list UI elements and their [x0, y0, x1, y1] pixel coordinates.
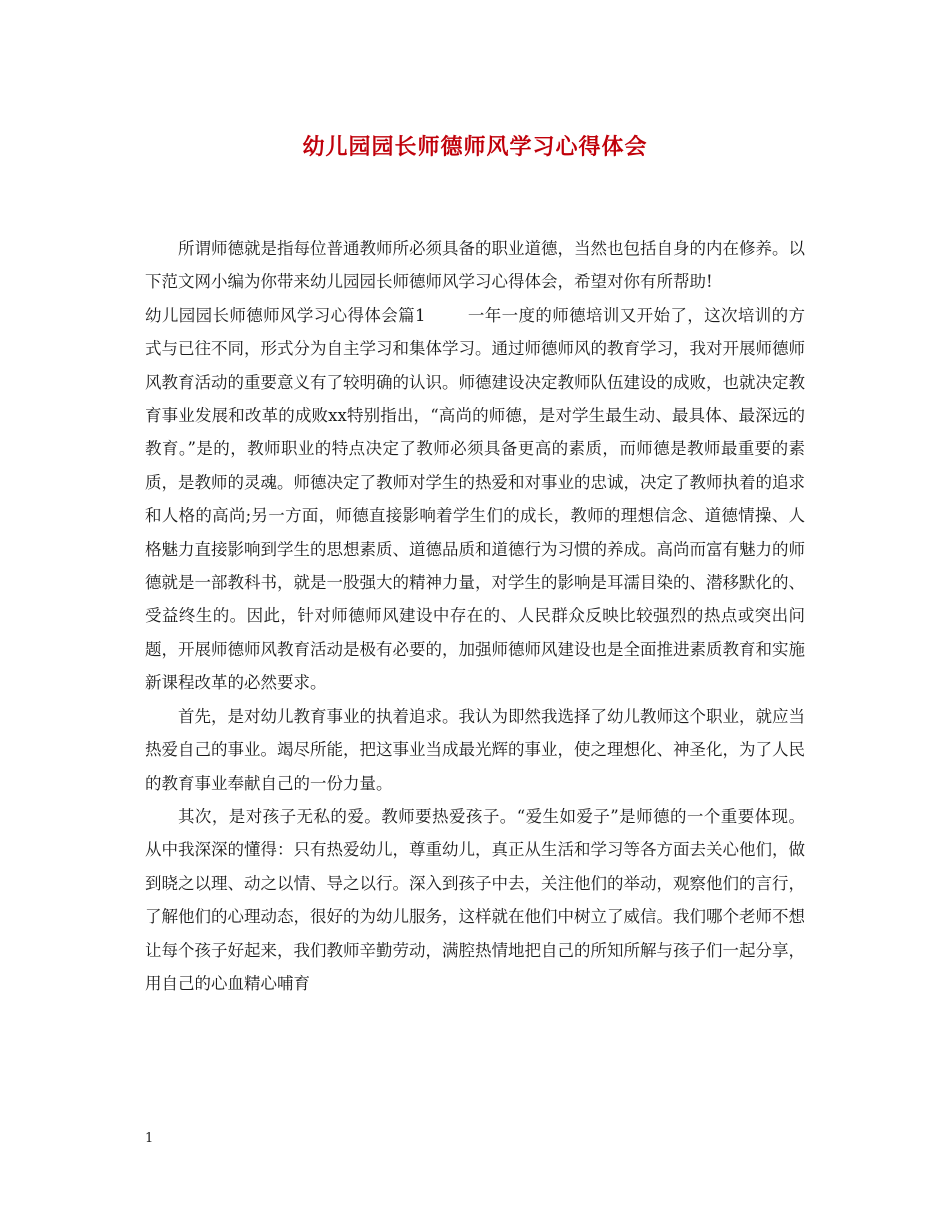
page-number: 1: [145, 1131, 154, 1146]
section-paragraph: [145, 299, 805, 700]
section-heading: 幼儿园园长师德师风学习心得体会篇1: [145, 305, 426, 325]
document-title: 幼儿园园长师德师风学习心得体会: [302, 134, 648, 160]
intro-paragraph: 所谓师德就是指每位普通教师所必须具备的职业道德，当然也包括自身的内在修养。以下范文网小编为你带来幼儿园园长师德师风学习心得体会，希望对你有所帮助!: [145, 239, 805, 292]
first-point-paragraph: 首先，是对幼儿教育事业的执着追求。我认为即然我选择了幼儿教师这个职业，就应当热爱自己的事业。竭尽所能，把这事业当成最光辉的事业，使之理想化、神圣化，为了人民的教育事业奉献自己的一份力量。: [145, 706, 805, 793]
second-point-paragraph: 其次，是对孩子无私的爱。教师要热爱孩子。“爱生如爱子”是师德的一个重要体现。从中我深深的懂得：只有热爱幼儿，尊重幼儿，真正从生活和学习等各方面去关心他们，做到晓之以理、动之以情、导之以行。深入到孩子中去，关注他们的举动，观察他们的言行，了解他们的心理动态，很好的为幼儿服务，这样就在他们中树立了威信。我们哪个老师不想让每个孩子好起来，我们教师辛勤劳动，满腔热情地把自己的所知所解与孩子们一起分享，用自己的心血精心哺育: [145, 806, 805, 993]
section-body: 一年一度的师德培训又开始了，这次培训的方式与已往不同，形式分为自主学习和集体学习。通过师德师风的教育学习，我对开展师德师风教育活动的重要意义有了较明确的认识。师德建设决定教师队伍建设的成败，也就决定教育事业发展和改革的成败xx特别指出，“高尚的师德，是对学生最生动、最具体、最深远的教育。”是的，教师职业的特点决定了教师必须具备更高的素质，而师德是教师最重要的素质，是教师的灵魂。师德决定了教师对学生的热爱和对事业的忠诚，决定了教师执着的追求和人格的高尚;另一方面，师德直接影响着学生们的成长，教师的理想信念、道德情操、人格魅力直接影响到学生的思想素质、道德品质和道德行为习惯的养成。高尚而富有魅力的师德就是一部教科书，就是一股强大的精神力量，对学生的影响是耳濡目染的、潜移默化的、受益终生的。因此，针对师德师风建设中存在的、人民群众反映比较强烈的热点或突出问题，开展师德师风教育活动是极有必要的，加强师德师风建设也是全面推进素质教育和实施新课程改革的必然要求。: [145, 305, 805, 693]
document-body: [145, 232, 805, 1000]
